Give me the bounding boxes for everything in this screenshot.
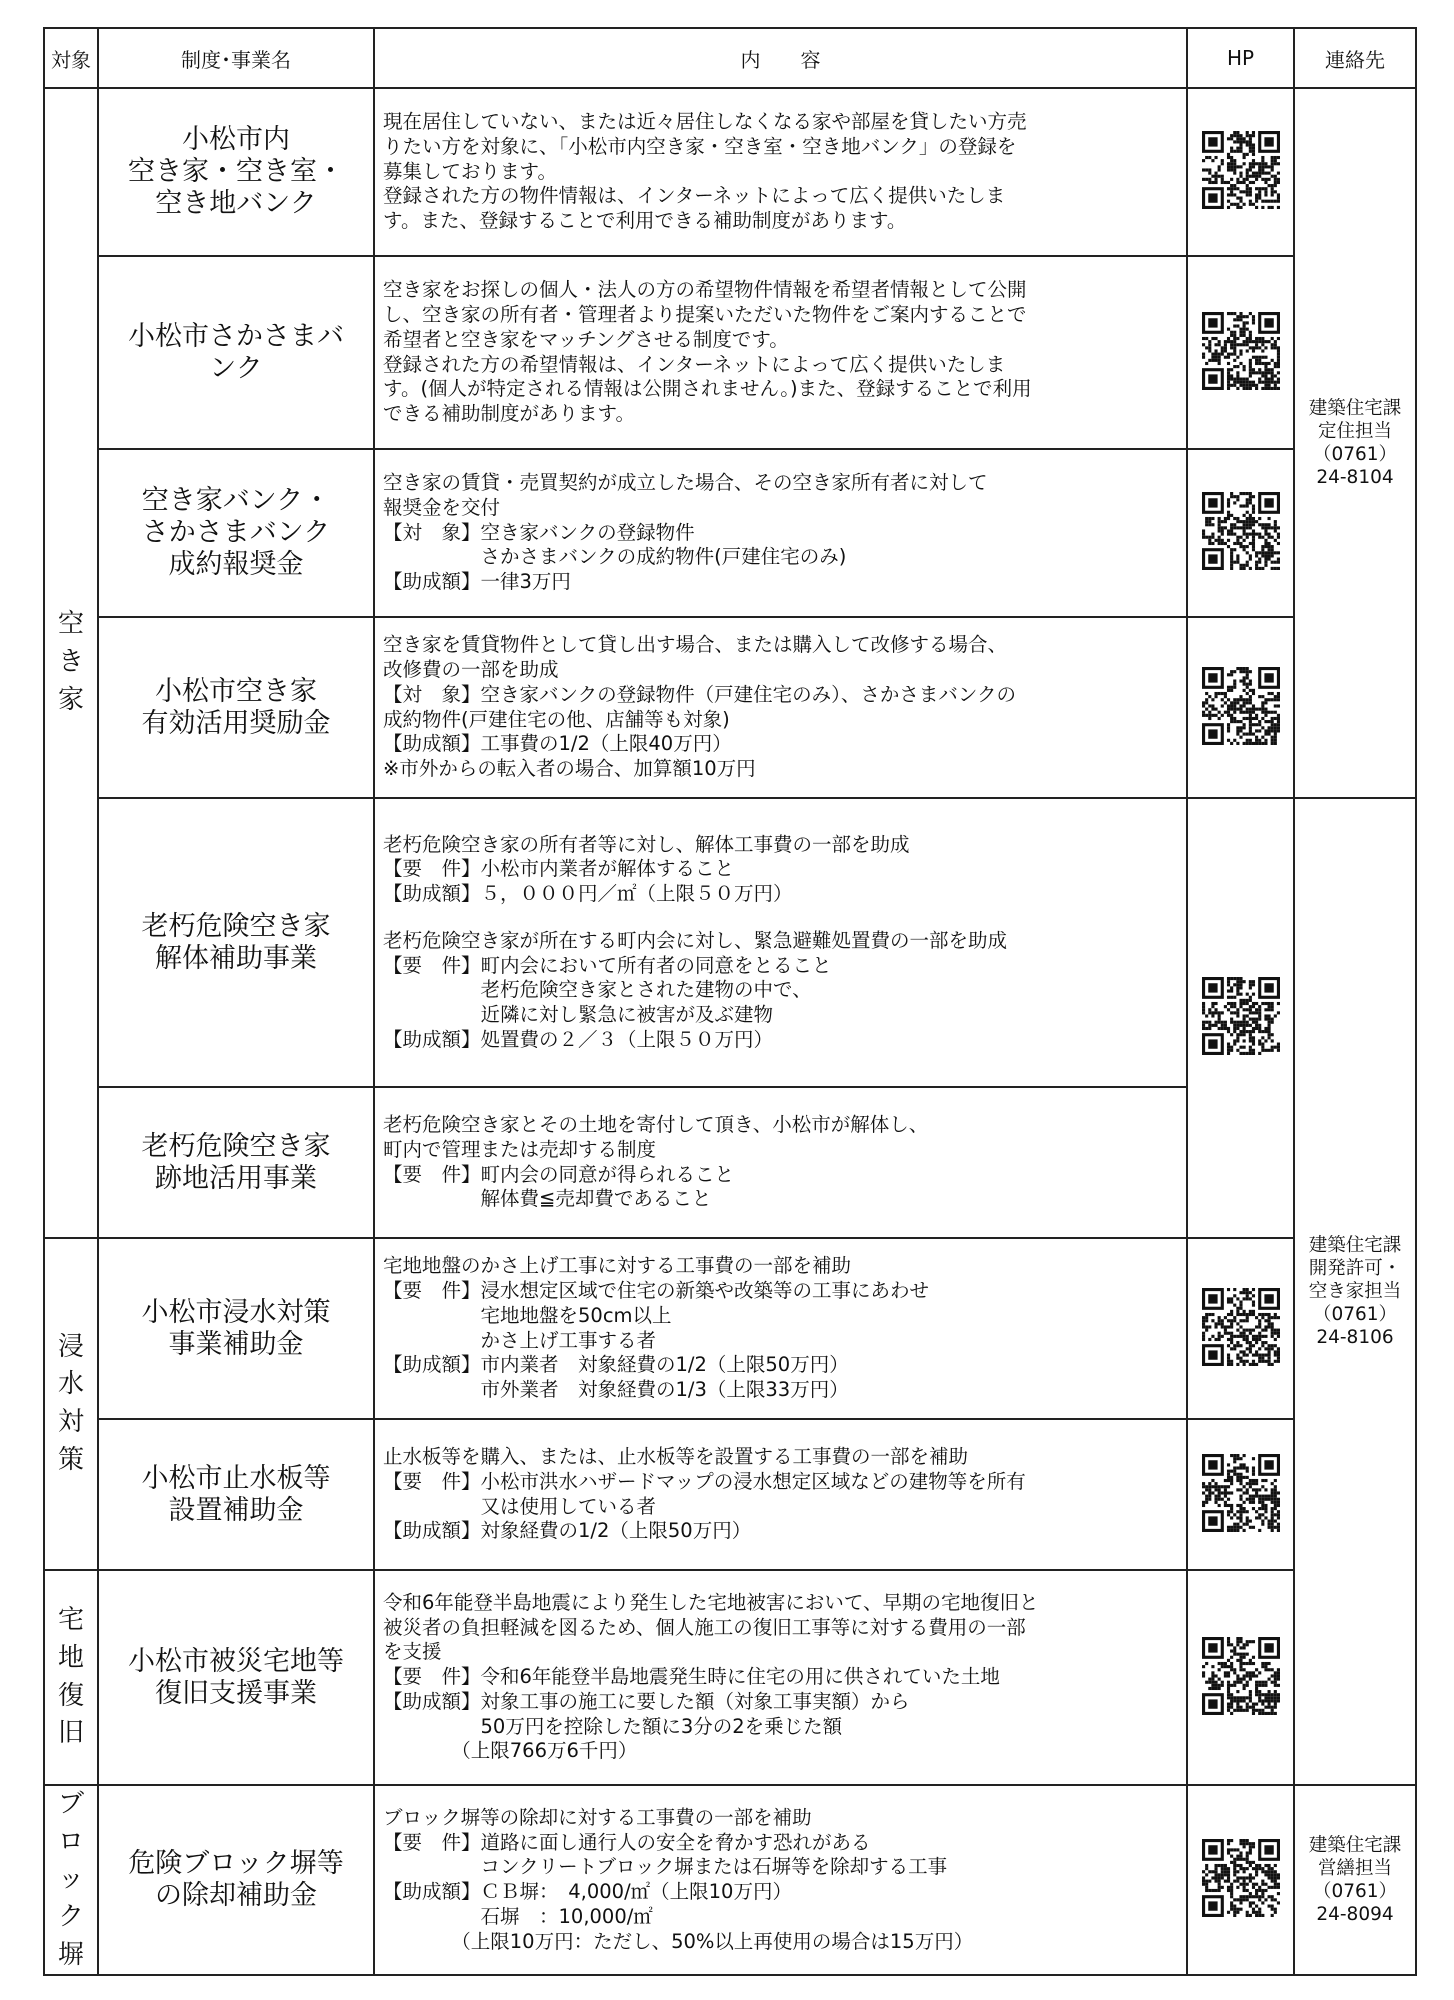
program-name xyxy=(98,798,374,1087)
program-name-line: の除却補助金 xyxy=(155,1880,317,1912)
content-line: 【助成額】対象経費の1/2（上限50万円） xyxy=(383,1519,752,1543)
program-name-line: さかさまバンク xyxy=(141,517,331,549)
content-line: ブロック塀等の除却に対する工事費の一部を補助 xyxy=(383,1805,812,1829)
program-name xyxy=(98,1087,374,1238)
content-line: 【要 件】小松市洪水ハザードマップの浸水想定区域などの建物等を所有 xyxy=(383,1469,1026,1493)
program-content xyxy=(374,1570,1187,1785)
contact-line: 24-8106 xyxy=(1316,1327,1394,1349)
contact-cell xyxy=(1294,1785,1416,1975)
program-name-line: 事業補助金 xyxy=(168,1328,304,1360)
category-shinsui: 浸水対策 xyxy=(44,1238,98,1570)
content-line: 改修費の一部を助成 xyxy=(383,658,559,681)
contact-line: （0761） xyxy=(1312,1881,1398,1903)
program-name xyxy=(98,617,374,798)
hp-cell xyxy=(1187,1570,1294,1785)
contact-line: （0761） xyxy=(1312,444,1398,465)
content-line: 希望者と空き家をマッチングさせる制度です。 xyxy=(383,327,789,351)
contact-line: 営繕担当 xyxy=(1317,1858,1392,1880)
program-name-line: 小松市空き家 xyxy=(155,675,317,707)
content-line: 又は使用している者 xyxy=(383,1494,657,1518)
contact-line: 建築住宅課 xyxy=(1308,1834,1402,1856)
category-akiya: 空き家 xyxy=(44,88,98,1238)
hp-cell xyxy=(1187,88,1294,256)
content-line: 【助成額】市内業者 対象経費の1/2（上限50万円） xyxy=(383,1353,849,1377)
content-line: 空き家を賃貸物件として貸し出す場合、または購入して改修する場合、 xyxy=(383,633,1008,657)
table-row xyxy=(44,449,1416,617)
content-line: す。また、登録することで利用できる補助制度があります。 xyxy=(383,209,907,233)
content-line: を支援 xyxy=(383,1640,442,1664)
content-line: 【要 件】町内会の同意が得られること xyxy=(383,1162,735,1186)
content-line: 解体費≦売却費であること xyxy=(383,1187,712,1211)
header-name: 制度･事業名 xyxy=(98,28,374,88)
table-row xyxy=(44,617,1416,798)
table-row xyxy=(44,88,1416,256)
content-line: コンクリートブロック塀または石塀等を除却する工事 xyxy=(383,1855,948,1879)
program-content xyxy=(374,449,1187,617)
content-line: 【要 件】浸水想定区域で住宅の新築や改築等の工事にあわせ xyxy=(383,1279,930,1302)
content-line: す。(個人が特定される情報は公開されません。)また、登録することで利用 xyxy=(383,377,1032,401)
content-line: 老朽危険空き家とされた建物の中で、 xyxy=(383,978,812,1002)
hp-cell xyxy=(1187,1238,1294,1419)
programs-table xyxy=(43,27,1417,1976)
program-name-line: 小松市浸水対策 xyxy=(141,1296,331,1328)
content-line: できる補助制度があります。 xyxy=(383,402,635,425)
category-takuchi: 宅地復旧 xyxy=(44,1570,98,1785)
table-row xyxy=(44,1785,1416,1975)
content-line: 老朽危険空き家が所在する町内会に対し、緊急避難処置費の一部を助成 xyxy=(383,928,1008,952)
program-name xyxy=(98,449,374,617)
content-line: 近隣に対し緊急に被害が及ぶ建物 xyxy=(383,1003,774,1026)
program-name-line: 小松市止水板等 xyxy=(141,1462,331,1494)
table-row xyxy=(44,1419,1416,1570)
qr-code-icon[interactable] xyxy=(1202,194,1280,213)
content-line: 老朽危険空き家とその土地を寄付して頂き、小松市が解体し、 xyxy=(383,1113,929,1136)
program-name-line: 有効活用奨励金 xyxy=(141,707,331,739)
program-name xyxy=(98,256,374,449)
content-line: 現在居住していない、または近々居住しなくなる家や部屋を貸したい方売 xyxy=(383,110,1027,134)
program-name-line: 小松市被災宅地等 xyxy=(128,1645,344,1677)
content-line: 【助成額】ＣＢ塀： 4,000/㎡（上限10万円） xyxy=(383,1880,792,1904)
program-name xyxy=(98,1238,374,1419)
program-content xyxy=(374,256,1187,449)
program-content xyxy=(374,88,1187,256)
qr-code-icon[interactable] xyxy=(1202,375,1280,394)
content-line: 成約物件(戸建住宅の他、店舗等も対象) xyxy=(383,707,730,731)
program-name-line: 設置補助金 xyxy=(168,1494,304,1526)
program-content xyxy=(374,617,1187,798)
category-block: ブロック塀 xyxy=(44,1785,98,1975)
qr-code-icon[interactable] xyxy=(1202,1040,1280,1059)
program-name-line: 老朽危険空き家 xyxy=(141,910,331,942)
content-line: 【助成額】工事費の1/2（上限40万円） xyxy=(383,732,732,756)
content-line: 石塀 ：10,000/㎡ xyxy=(383,1904,653,1928)
contact-line: （0761） xyxy=(1312,1304,1398,1326)
program-content xyxy=(374,1419,1187,1570)
table-row xyxy=(44,798,1416,1087)
content-line: 老朽危険空き家の所有者等に対し、解体工事費の一部を助成 xyxy=(383,832,910,856)
qr-code-icon[interactable] xyxy=(1202,1351,1280,1370)
hp-cell xyxy=(1187,449,1294,617)
contact-line: 定住担当 xyxy=(1317,420,1392,442)
hp-cell xyxy=(1187,617,1294,798)
content-line: 空き家の賃貸・売買契約が成立した場合、その空き家所有者に対して xyxy=(383,471,988,495)
content-line: 宅地地盤のかさ上げ工事に対する工事費の一部を補助 xyxy=(383,1254,852,1278)
content-line: 報奨金を交付 xyxy=(383,495,501,519)
content-line: 【対 象】空き家バンクの登録物件（戸建住宅のみ）、さかさまバンクの xyxy=(383,682,1016,706)
content-line: 募集しております。 xyxy=(383,159,557,183)
hp-cell xyxy=(1187,1419,1294,1570)
hp-cell xyxy=(1187,798,1294,1238)
content-line: 空き家をお探しの個人・法人の方の希望物件情報を希望者情報として公開 xyxy=(383,278,1027,302)
content-line: 【要 件】道路に面し通行人の安全を脅かす恐れがある xyxy=(383,1830,871,1854)
program-name-line: 空き地バンク xyxy=(155,187,317,219)
program-name-line: ンク xyxy=(209,352,263,384)
program-name-line: 老朽危険空き家 xyxy=(141,1130,331,1162)
contact-line: 24-8104 xyxy=(1316,467,1394,489)
content-line: 令和6年能登半島地震により発生した宅地被害において、早期の宅地復旧と xyxy=(383,1590,1039,1614)
content-line: 町内で管理または売却する制度 xyxy=(383,1137,657,1161)
program-name-line: 空き家バンク・ xyxy=(141,485,331,517)
program-name xyxy=(98,88,374,256)
table-row xyxy=(44,1570,1416,1785)
contact-cell xyxy=(1294,88,1416,798)
content-line: りたい方を対象に、「小松市内空き家・空き室・空き地バンク」の登録を xyxy=(383,134,1017,158)
qr-code-icon[interactable] xyxy=(1202,1902,1280,1921)
content-line: 【要 件】令和6年能登半島地震発生時に住宅の用に供されていた土地 xyxy=(383,1665,1000,1689)
content-line: 【要 件】小松市内業者が解体すること xyxy=(383,857,735,881)
content-line: 登録された方の物件情報は、インターネットによって広く提供いたしま xyxy=(383,184,1006,208)
header-target: 対象 xyxy=(44,28,98,88)
program-content xyxy=(374,1087,1187,1238)
content-line: さかさまバンクの成約物件(戸建住宅のみ) xyxy=(383,545,847,569)
content-line: 【要 件】町内会において所有者の同意をとること xyxy=(383,953,832,977)
hp-cell xyxy=(1187,1785,1294,1975)
content-line: （上限766万6千円） xyxy=(383,1739,638,1763)
program-name-line: 空き家・空き室・ xyxy=(128,156,344,188)
program-content xyxy=(374,1785,1187,1975)
contact-line: 建築住宅課 xyxy=(1308,397,1402,419)
program-name xyxy=(98,1785,374,1975)
table-row xyxy=(44,1238,1416,1419)
program-name-line: 成約報奨金 xyxy=(168,548,304,580)
content-line: 宅地地盤を50cm以上 xyxy=(383,1303,672,1327)
program-name-line: 小松市さかさまバ xyxy=(128,320,344,352)
contact-cell xyxy=(1294,798,1416,1785)
contact-line: 24-8094 xyxy=(1316,1904,1394,1926)
qr-code-icon[interactable] xyxy=(1202,1700,1280,1719)
content-line: 【対 象】空き家バンクの登録物件 xyxy=(383,520,695,544)
program-name xyxy=(98,1419,374,1570)
content-line: 【助成額】５，０００円／㎡（上限５０万円） xyxy=(383,882,793,905)
content-line: （上限10万円：ただし、50%以上再使用の場合は15万円） xyxy=(383,1929,974,1953)
content-line: し、空き家の所有者・管理者より提案いただいた物件をご案内することで xyxy=(383,303,1027,326)
content-line: 【助成額】対象工事の施工に要した額（対象工事実額）から xyxy=(383,1689,910,1713)
qr-code-icon[interactable] xyxy=(1202,730,1280,749)
contact-line: 空き家担当 xyxy=(1308,1280,1402,1302)
content-line: 止水板等を購入、または、止水板等を設置する工事費の一部を補助 xyxy=(383,1445,969,1468)
header-content: 内 容 xyxy=(374,28,1187,88)
program-name-line: 跡地活用事業 xyxy=(155,1162,317,1194)
program-content xyxy=(374,1238,1187,1419)
content-line: かさ上げ工事する者 xyxy=(383,1328,657,1352)
table-row xyxy=(44,256,1416,449)
program-name xyxy=(98,1570,374,1785)
program-name-line: 解体補助事業 xyxy=(155,942,317,974)
program-name-line: 小松市内 xyxy=(182,124,290,156)
program-content xyxy=(374,798,1187,1087)
content-line: ※市外からの転入者の場合、加算額10万円 xyxy=(383,757,756,780)
program-name-line: 危険ブロック塀等 xyxy=(128,1848,344,1880)
content-line: 50万円を控除した額に3分の2を乗じた額 xyxy=(383,1714,843,1738)
program-name-line: 復旧支援事業 xyxy=(155,1677,317,1709)
content-line: 被災者の負担軽減を図るため、個人施工の復旧工事等に対する費用の一部 xyxy=(383,1615,1026,1639)
qr-code-icon[interactable] xyxy=(1202,1517,1280,1536)
qr-code-icon[interactable] xyxy=(1202,555,1280,574)
content-line: 【助成額】処置費の２／３（上限５０万円） xyxy=(383,1027,774,1051)
header-hp: HP xyxy=(1187,28,1294,88)
content-line: 市外業者 対象経費の1/3（上限33万円） xyxy=(383,1378,849,1401)
header-contact: 連絡先 xyxy=(1294,28,1416,88)
header-row xyxy=(44,28,1416,88)
hp-cell xyxy=(1187,256,1294,449)
contact-line: 開発許可・ xyxy=(1308,1257,1402,1279)
content-gap xyxy=(383,907,1178,929)
content-line: 【助成額】一律3万円 xyxy=(383,570,571,594)
contact-line: 建築住宅課 xyxy=(1308,1234,1402,1256)
content-line: 登録された方の希望情報は、インターネットによって広く提供いたしま xyxy=(383,352,1006,376)
